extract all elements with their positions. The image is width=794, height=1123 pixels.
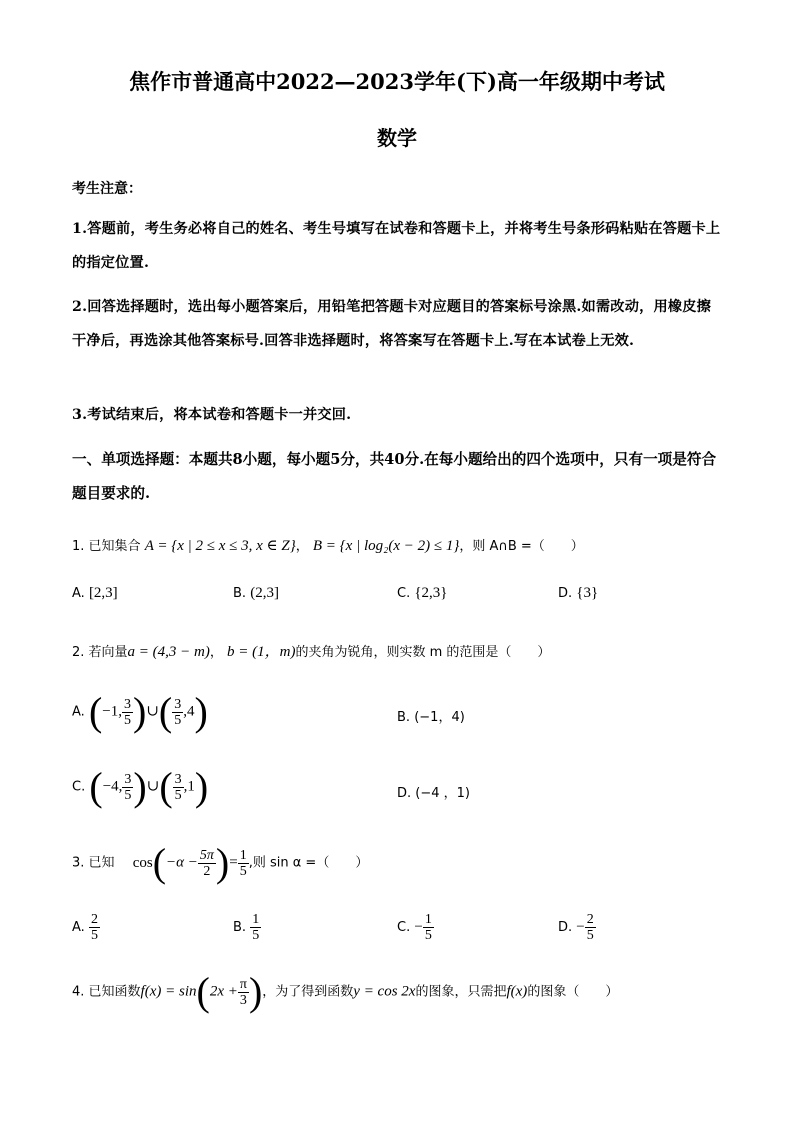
question-2 (72, 640, 550, 661)
frac-den: 5 (123, 712, 131, 728)
option-text: {3} (576, 585, 599, 601)
option-text: {2,3} (414, 585, 448, 601)
option-text: (2,3] (250, 585, 279, 601)
q4-func: f(x) = sin (140, 983, 197, 1000)
option-label: B. (397, 710, 411, 725)
q4-prefix: 4. 已知函数 (72, 984, 141, 1000)
q1-option-a (72, 585, 118, 602)
q1-option-c (397, 585, 448, 602)
q1-option-b (233, 585, 279, 602)
q2-sep: ， (209, 645, 223, 660)
q2-vector-a: a = (4,3 − m) (127, 644, 210, 660)
option-text: (−4 ，1) (415, 786, 471, 801)
frac-num: 5π (199, 847, 214, 863)
option-label: A. (72, 920, 85, 935)
option-label: B. (233, 586, 247, 601)
frac-num: 3 (174, 696, 182, 712)
q2-option-c: C. (−4, $\frac{3}{5}$ )∪( $\frac{3}{5}$ ,1) (72, 764, 209, 809)
frac-den: 5 (424, 928, 432, 943)
q1-option-d (558, 585, 598, 602)
notice-item-2: 2.回答选择题时，选出每小题答案后，用铅笔把答题卡对应题目的答案标号涂黑.如需改动，用橡皮擦干净后，再选涂其他答案标号.回答非选择题时，将答案写在答题卡上.写在本试卷上无效. (72, 299, 712, 349)
q2-option-a: A. (−1, $\frac{3}{5}$ )∪( $\frac{3}{5}$ ,4) (72, 689, 208, 734)
frac-den: 5 (174, 787, 182, 803)
q4-target: y = cos 2x (353, 983, 416, 1000)
frac-den: 5 (174, 712, 182, 728)
q3-eq: = (229, 854, 238, 871)
option-label: C. (397, 586, 411, 601)
q3-cos: cos (132, 854, 153, 871)
frac-num: 2 (90, 912, 98, 927)
q3-option-d: D. − $\frac{2}{5}$ (558, 912, 594, 943)
q4-fx: f(x) (506, 983, 528, 1000)
option-text: [2,3] (88, 585, 118, 601)
frac-num: 3 (123, 696, 131, 712)
frac-den: 5 (124, 787, 132, 803)
frac-den: 5 (239, 863, 247, 879)
frac-num: π (239, 976, 247, 992)
q3-inner: −α − (166, 854, 198, 871)
option-label: D. (397, 786, 412, 801)
q1-sep: ， (295, 539, 309, 554)
q1-prefix: 1. 已知集合 (72, 539, 141, 554)
frac-den: 2 (203, 863, 211, 879)
option-label: D. (558, 586, 573, 601)
q1-set-a: A = {x | 2 ≤ x ≤ 3, x ∈ Z} (144, 538, 296, 554)
frac-den: 5 (90, 928, 98, 943)
q2-option-b (397, 706, 465, 725)
notice-heading: 考生注意： (72, 181, 142, 197)
frac-den: 3 (239, 992, 247, 1008)
q3-option-b (233, 912, 261, 943)
option-label: D. (558, 920, 573, 935)
q4-mid: ，为了得到函数 (262, 984, 354, 1000)
option-label: A. (72, 704, 85, 720)
q3-suffix: ,则 sin α =（ ） (248, 855, 369, 871)
question-4: 4. 已知函数f(x) = sin(2x + $\frac{\pi}{3}$ )，为了得到函数y = cos 2x的图象，只需把f(x)的图象（ ） (72, 969, 619, 1014)
q2-vector-b: b = (1，m) (227, 644, 296, 660)
q2-suffix: 的夹角为锐角，则实数 m 的范围是（ ） (295, 645, 551, 660)
exam-title: 焦作市普通高中2022—2023学年(下)高一年级期中考试 (129, 69, 665, 94)
q1-suffix: ，则 A∩B =（ ） (459, 539, 584, 554)
q4-inner: 2x + (209, 983, 238, 1000)
question-1 (72, 535, 584, 555)
question-3: 3. 已知 cos(−α − $\frac{5\pi}{2}$ )= $\frac{1}{5}$ ,则 sin α =（ ） (72, 840, 369, 885)
q3-option-a (72, 912, 100, 943)
option-text: (−1，4) (414, 710, 465, 725)
frac-den: 5 (586, 928, 594, 943)
option-label: A. (72, 586, 85, 601)
option-label: C. (72, 779, 86, 795)
frac-num: 3 (124, 771, 132, 787)
q4-suffix: 的图象，只需把 (415, 984, 507, 1000)
section-1-heading: 一、单项选择题：本题共8小题，每小题5分，共40分.在每小题给出的四个选项中，只有一项是符合题目要求的. (72, 451, 717, 502)
q3-prefix: 3. 已知 (72, 855, 115, 871)
frac-num: 1 (424, 912, 432, 927)
q4-end: 的图象（ ） (527, 984, 619, 1000)
frac-num: 1 (239, 847, 247, 863)
notice-item-3: 3.考试结束后，将本试卷和答题卡一并交回. (72, 407, 352, 423)
frac-num: 3 (174, 771, 182, 787)
q1-set-b: B = {x | log₂(x − 2) ≤ 1} (312, 538, 460, 554)
frac-den: 5 (252, 928, 260, 943)
q2-option-d (397, 782, 470, 801)
q3-option-c: C. − $\frac{1}{5}$ (397, 912, 432, 943)
notice-item-1: 1.答题前，考生务必将自己的姓名、考生号填写在试卷和答题卡上，并将考生号条形码粘贴在答题卡上的指定位置. (72, 221, 721, 271)
option-label: C. (397, 920, 411, 935)
frac-num: 2 (586, 912, 594, 927)
q2-prefix: 2. 若向量 (72, 645, 128, 660)
exam-subject: 数学 (377, 126, 417, 150)
frac-num: 1 (252, 912, 260, 927)
option-label: B. (233, 920, 247, 935)
